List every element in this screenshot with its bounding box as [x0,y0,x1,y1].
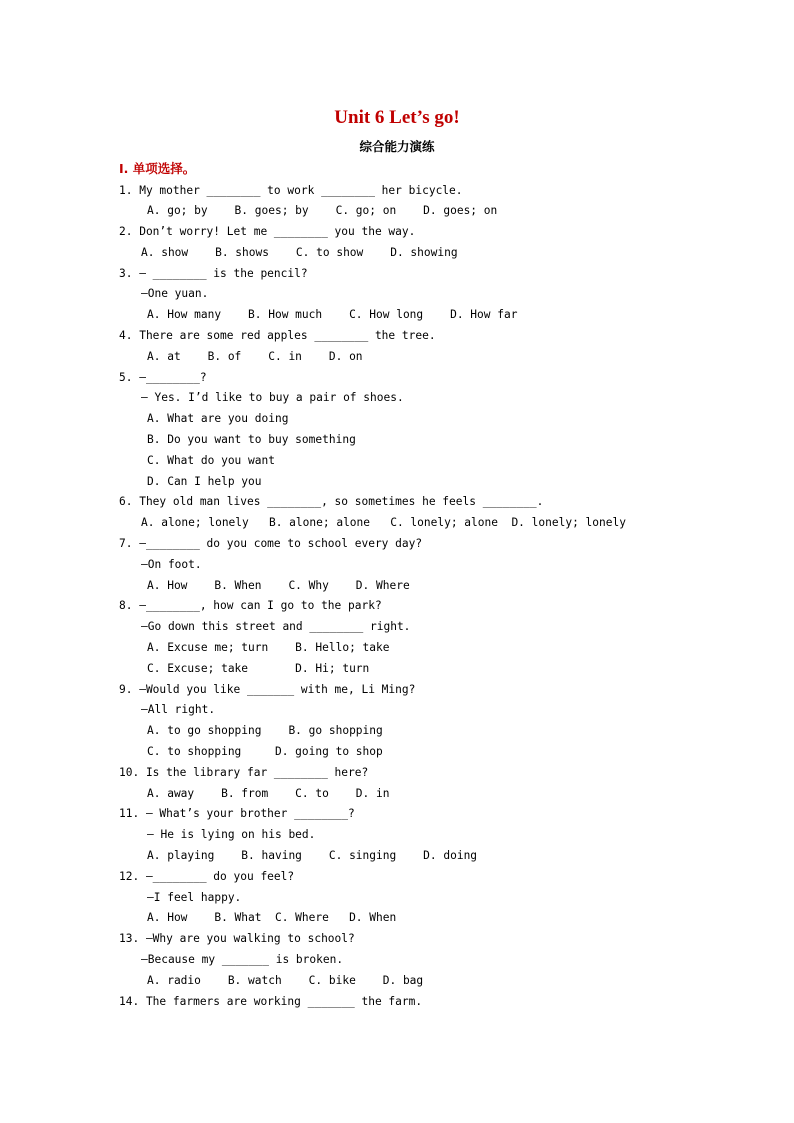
option-line: A. What are you doing [147,412,289,426]
option-line: — Yes. I’d like to buy a pair of shoes. [141,391,404,405]
question-list [0,181,794,1013]
question-line: 13. —Why are you walking to school? [119,932,355,946]
option-line: A. at B. of C. in D. on [147,349,363,363]
option-line: A. away B. from C. to D. in [147,786,390,800]
question-line: 6. They old man lives ________, so sometimes he feels ________. [119,495,544,509]
option-line: A. Excuse me; turn B. Hello; take [147,641,390,655]
page-subtitle: 综合能力演练 [359,139,435,154]
option-line: A. How B. When C. Why D. Where [147,578,410,592]
option-line: C. to shopping D. going to shop [147,745,383,759]
question-line: 5. —________? [119,370,207,384]
option-line: A. radio B. watch C. bike D. bag [147,973,424,987]
option-line: —On foot. [141,557,202,571]
option-line: A. go; by B. goes; by C. go; on D. goes; on [147,204,498,218]
question-line: 9. —Would you like _______ with me, Li Ming? [119,682,416,696]
question-line: 11. — What’s your brother ________? [119,807,355,821]
question-line: 7. —________ do you come to school every day? [119,537,423,551]
option-line: B. Do you want to buy something [147,433,356,447]
question-line: 12. —________ do you feel? [119,869,295,883]
question-line: 3. — ________ is the pencil? [119,266,308,280]
option-line: C. What do you want [147,453,275,467]
option-line: —One yuan. [141,287,209,301]
option-line: A. to go shopping B. go shopping [147,724,383,738]
option-line: A. alone; lonely B. alone; alone C. lonely; alone D. lonely; lonely [141,516,626,530]
option-line: D. Can I help you [147,474,262,488]
question-line: 1. My mother ________ to work ________ her bicycle. [119,183,463,197]
option-line: C. Excuse; take D. Hi; turn [147,661,370,675]
section-title: I. 单项选择。 [119,161,196,176]
page-title: Unit 6 Let’s go! [334,107,460,128]
option-line: A. How many B. How much C. How long D. How far [147,308,518,322]
question-line: 2. Don’t worry! Let me ________ you the way. [119,225,416,239]
option-line: —All right. [141,703,216,717]
option-line: —Because my _______ is broken. [141,952,344,966]
question-line: 14. The farmers are working _______ the farm. [119,994,423,1008]
option-line: A. show B. shows C. to show D. showing [141,245,458,259]
option-line: —Go down this street and ________ right. [141,620,411,634]
option-line: —I feel happy. [147,890,242,904]
option-line: — He is lying on his bed. [147,828,316,842]
option-line: A. playing B. having C. singing D. doing [147,849,478,862]
question-line: 4. There are some red apples ________ the tree. [119,329,436,343]
question-line: 8. —________, how can I go to the park? [119,599,382,613]
option-line: A. How B. What C. Where D. When [147,911,397,925]
question-line: 10. Is the library far ________ here? [119,765,369,779]
